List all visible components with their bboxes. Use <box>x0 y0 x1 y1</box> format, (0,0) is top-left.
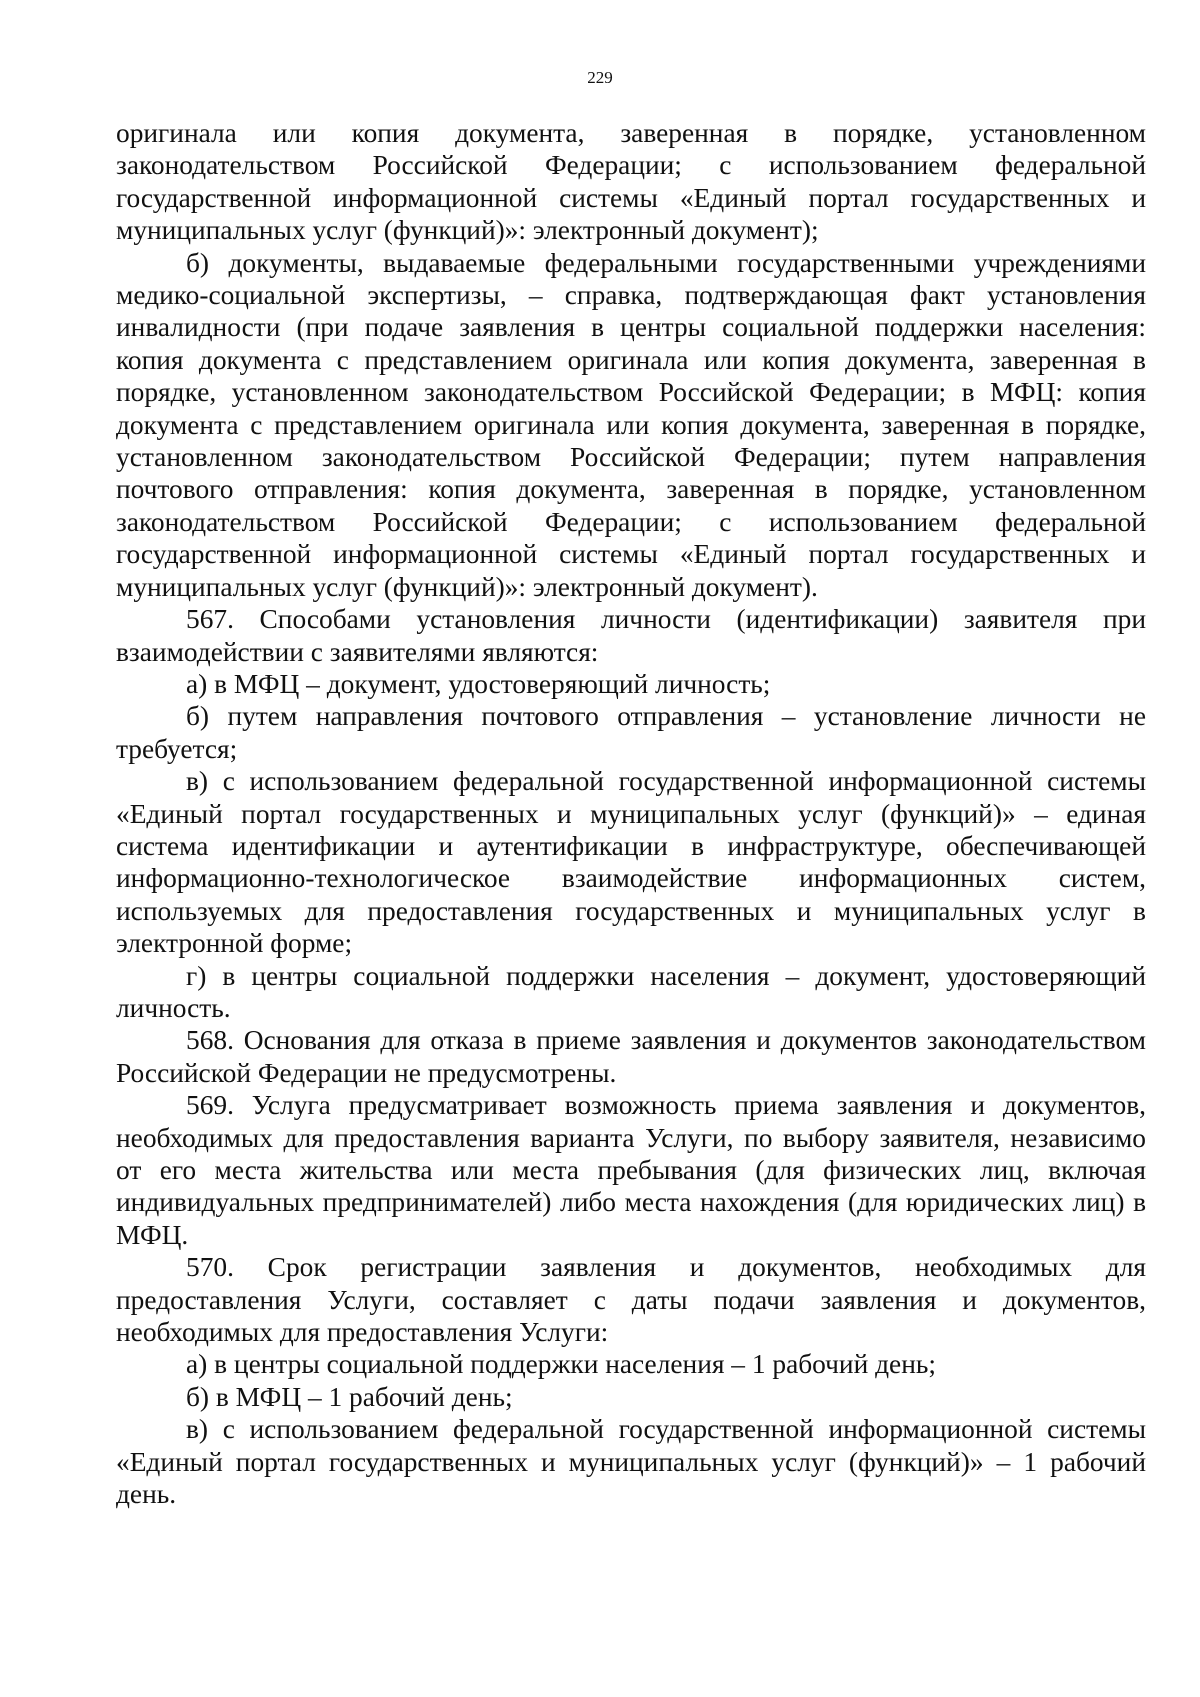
page-number: 229 <box>587 68 613 87</box>
paragraph-570: 570. Срок регистрации заявления и документов, необходимых для предоставления Услуги, составляет с даты подачи заявления и документов, необходимых для предоставления Услуги: <box>116 1252 1146 1348</box>
paragraph-567-b: б) путем направления почтового отправления – установление личности не требуется; <box>116 701 1146 764</box>
paragraph-567-v: в) с использованием федеральной государственной информационной системы «Единый портал государственных и муниципальных услуг (функций)» – единая система идентификации и аутентификации в инфраструктуре, обеспечивающей информационно-технологическое взаимодействие информационных систем, используемых для предоставления государственных и муниципальных услуг в электронной форме; <box>116 766 1146 959</box>
paragraph-continuation: оригинала или копия документа, заверенная в порядке, установленном законодательством Российской Федерации; с использованием федеральной государственной информационной системы «Единый портал государственных и муниципальных услуг (функций)»: электронный документ); <box>116 118 1146 246</box>
paragraph-567: 567. Способами установления личности (идентификации) заявителя при взаимодействии с заявителями являются: <box>116 604 1146 667</box>
paragraph-568: 568. Основания для отказа в приеме заявления и документов законодательством Российской Федерации не предусмотрены. <box>116 1025 1146 1088</box>
paragraph-item-b-documents: б) документы, выдаваемые федеральными государственными учреждениями медико-социальной экспертизы, – справка, подтверждающая факт установления инвалидности (при подаче заявления в центры социальной поддержки населения: копия документа с представлением оригинала или копия документа, заверенная в порядке, установленном законодательством Российской Федерации; в МФЦ: копия документа с представлением оригинала или копия документа, заверенная в порядке, установленном законодательством Российской Федерации; путем направления почтового отправления: копия документа, заверенная в порядке, установленном законодательством Российской Федерации; с использованием федеральной государственной информационной системы «Единый портал государственных и муниципальных услуг (функций)»: электронный документ). <box>116 247 1146 602</box>
paragraph-570-v: в) с использованием федеральной государственной информационной системы «Единый портал государственных и муниципальных услуг (функций)» – 1 рабочий день. <box>116 1414 1146 1510</box>
paragraph-567-a: а) в МФЦ – документ, удостоверяющий личность; <box>186 668 771 699</box>
paragraph-569: 569. Услуга предусматривает возможность приема заявления и документов, необходимых для предоставления варианта Услуги, по выбору заявителя, независимо от его места жительства или места пребывания (для физических лиц, включая индивидуальных предпринимателей) либо места нахождения (для юридических лиц) в МФЦ. <box>116 1090 1146 1250</box>
document-body <box>116 117 1146 1510</box>
paragraph-567-g: г) в центры социальной поддержки населения – документ, удостоверяющий личность. <box>116 960 1146 1023</box>
paragraph-570-b: б) в МФЦ – 1 рабочий день; <box>186 1381 513 1412</box>
paragraph-570-a: а) в центры социальной поддержки населения – 1 рабочий день; <box>186 1349 936 1380</box>
